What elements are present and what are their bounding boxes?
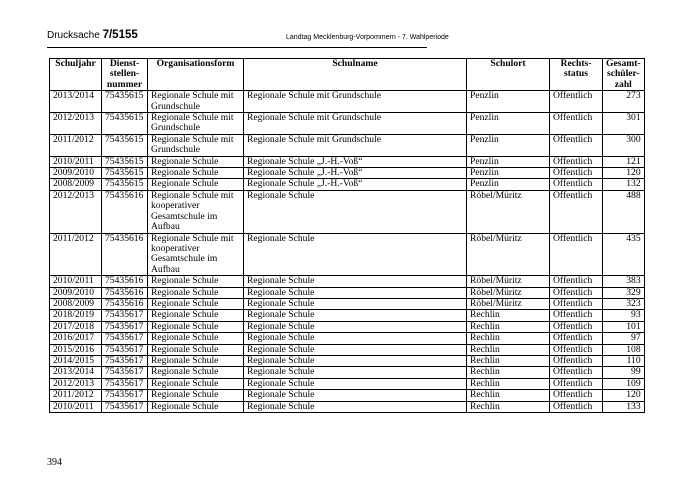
cell-line: Grundschule [151, 100, 201, 112]
cell-gesamtschuelerzahl: 109 [603, 378, 645, 389]
table-row [50, 276, 645, 287]
cell-dienststellennummer: 75435617 [102, 344, 148, 355]
cell-schulort: Röbel/Müritz [467, 276, 550, 287]
cell-organisationsform [148, 378, 244, 389]
cell-schuljahr: 2018/2019 [50, 310, 102, 321]
cell-schuljahr: 2012/2013 [50, 190, 102, 233]
table-body [50, 91, 645, 413]
cell-line: Regionale Schule mit [151, 112, 234, 124]
cell-dienststellennummer: 75435617 [102, 367, 148, 378]
document-number-value: 7/5155 [102, 29, 138, 41]
cell-dienststellennummer: 75435617 [102, 310, 148, 321]
cell-organisationsform [148, 190, 244, 233]
cell-gesamtschuelerzahl: 120 [603, 390, 645, 401]
cell-line: kooperativer [151, 200, 200, 212]
table-row [50, 233, 645, 276]
cell-rechtsstatus: Öffentlich [550, 390, 603, 401]
cell-schuljahr: 2010/2011 [50, 276, 102, 287]
header-line: stellen- [109, 68, 140, 80]
cell-gesamtschuelerzahl: 488 [603, 190, 645, 233]
cell-schulname: Regionale Schule [244, 401, 467, 412]
table-header-row [50, 59, 645, 91]
cell-line: Regionale Schule [151, 343, 219, 355]
cell-schulname: Regionale Schule [244, 310, 467, 321]
cell-rechtsstatus: Öffentlich [550, 310, 603, 321]
cell-line: kooperativer [151, 242, 200, 254]
cell-rechtsstatus: Öffentlich [550, 344, 603, 355]
table-row [50, 401, 645, 412]
cell-schulname: Regionale Schule „J.-H.-Voß“ [244, 156, 467, 167]
cell-schulname: Regionale Schule [244, 378, 467, 389]
cell-schulort: Penzlin [467, 179, 550, 190]
cell-rechtsstatus: Öffentlich [550, 401, 603, 412]
cell-schulort: Rechlin [467, 390, 550, 401]
cell-rechtsstatus: Öffentlich [550, 355, 603, 366]
header-rule [47, 47, 427, 48]
cell-schuljahr: 2017/2018 [50, 321, 102, 332]
cell-gesamtschuelerzahl: 97 [603, 333, 645, 344]
header-line: nummer [106, 78, 143, 90]
cell-rechtsstatus: Öffentlich [550, 190, 603, 233]
cell-gesamtschuelerzahl: 99 [603, 367, 645, 378]
cell-line: Regionale Schule [151, 178, 219, 190]
cell-line: Gesamtschule im [151, 253, 218, 265]
cell-dienststellennummer: 75435616 [102, 190, 148, 233]
cell-line: Regionale Schule [151, 332, 219, 344]
cell-rechtsstatus: Öffentlich [550, 367, 603, 378]
cell-schulort: Penzlin [467, 91, 550, 113]
header-line: schüler- [606, 68, 640, 80]
cell-schulort: Rechlin [467, 321, 550, 332]
cell-gesamtschuelerzahl: 110 [603, 355, 645, 366]
cell-schuljahr: 2012/2013 [50, 378, 102, 389]
cell-dienststellennummer: 75435615 [102, 134, 148, 156]
cell-schulname: Regionale Schule [244, 344, 467, 355]
cell-rechtsstatus: Öffentlich [550, 233, 603, 276]
cell-schuljahr: 2011/2012 [50, 134, 102, 156]
cell-schulname: Regionale Schule [244, 298, 467, 309]
cell-line: Aufbau [151, 221, 180, 233]
cell-gesamtschuelerzahl: 435 [603, 233, 645, 276]
cell-line: Regionale Schule mit [151, 90, 234, 102]
header-line: Organisationsform [156, 58, 235, 69]
cell-schuljahr: 2016/2017 [50, 333, 102, 344]
cell-schulort: Penzlin [467, 113, 550, 135]
cell-schuljahr: 2011/2012 [50, 390, 102, 401]
cell-schulort: Rechlin [467, 355, 550, 366]
header-line: zahl [614, 78, 632, 90]
cell-schulort: Röbel/Müritz [467, 233, 550, 276]
table-row [50, 378, 645, 389]
cell-schuljahr: 2011/2012 [50, 233, 102, 276]
cell-dienststellennummer: 75435617 [102, 333, 148, 344]
cell-organisationsform [148, 287, 244, 298]
cell-schulname: Regionale Schule [244, 355, 467, 366]
cell-schulname: Regionale Schule [244, 321, 467, 332]
cell-dienststellennummer: 75435615 [102, 168, 148, 179]
cell-organisationsform [148, 233, 244, 276]
col-schuljahr-header [50, 59, 102, 91]
cell-line: Regionale Schule [151, 389, 219, 401]
cell-gesamtschuelerzahl: 132 [603, 179, 645, 190]
table-row [50, 156, 645, 167]
cell-dienststellennummer: 75435615 [102, 179, 148, 190]
table-row [50, 190, 645, 233]
cell-line: Regionale Schule [151, 309, 219, 321]
cell-schulname: Regionale Schule mit Grundschule [244, 91, 467, 113]
cell-schuljahr: 2013/2014 [50, 367, 102, 378]
cell-gesamtschuelerzahl: 383 [603, 276, 645, 287]
cell-dienststellennummer: 75435617 [102, 378, 148, 389]
school-table [49, 58, 645, 413]
cell-schulname: Regionale Schule „J.-H.-Voß“ [244, 168, 467, 179]
cell-rechtsstatus: Öffentlich [550, 168, 603, 179]
cell-gesamtschuelerzahl: 301 [603, 113, 645, 135]
header-line: Schulname [332, 58, 378, 69]
cell-gesamtschuelerzahl: 329 [603, 287, 645, 298]
cell-organisationsform [148, 276, 244, 287]
cell-line: Regionale Schule mit [151, 232, 234, 244]
cell-rechtsstatus: Öffentlich [550, 378, 603, 389]
cell-schulname: Regionale Schule [244, 390, 467, 401]
cell-dienststellennummer: 75435616 [102, 287, 148, 298]
header-line: Rechts- [560, 58, 592, 69]
cell-line: Regionale Schule [151, 155, 219, 167]
cell-line: Regionale Schule mit [151, 133, 234, 145]
cell-schulort: Röbel/Müritz [467, 298, 550, 309]
cell-gesamtschuelerzahl: 101 [603, 321, 645, 332]
col-rechtsstatus-header [550, 59, 603, 91]
header-line: Schuljahr [55, 58, 96, 69]
cell-organisationsform [148, 321, 244, 332]
header-line: status [564, 68, 588, 80]
cell-rechtsstatus: Öffentlich [550, 298, 603, 309]
parliament-label: Landtag Mecklenburg-Vorpommern - 7. Wahlperiode [286, 34, 449, 41]
cell-schulname: Regionale Schule [244, 287, 467, 298]
cell-dienststellennummer: 75435616 [102, 233, 148, 276]
table-row [50, 310, 645, 321]
cell-schulort: Rechlin [467, 378, 550, 389]
cell-schulname: Regionale Schule mit Grundschule [244, 113, 467, 135]
cell-schulname: Regionale Schule „J.-H.-Voß“ [244, 179, 467, 190]
table-row [50, 113, 645, 135]
cell-schulname: Regionale Schule [244, 333, 467, 344]
cell-organisationsform [148, 113, 244, 135]
table-row [50, 344, 645, 355]
cell-gesamtschuelerzahl: 93 [603, 310, 645, 321]
cell-rechtsstatus: Öffentlich [550, 113, 603, 135]
cell-schuljahr: 2012/2013 [50, 113, 102, 135]
table-row [50, 367, 645, 378]
cell-schulort: Rechlin [467, 310, 550, 321]
cell-gesamtschuelerzahl: 120 [603, 168, 645, 179]
cell-line: Grundschule [151, 122, 201, 134]
cell-organisationsform [148, 390, 244, 401]
cell-schuljahr: 2009/2010 [50, 287, 102, 298]
col-dienststellennummer-header [102, 59, 148, 91]
col-schulname-header [244, 59, 467, 91]
header-line: Dienst- [109, 58, 140, 69]
cell-schuljahr: 2015/2016 [50, 344, 102, 355]
cell-line: Regionale Schule [151, 377, 219, 389]
cell-organisationsform [148, 179, 244, 190]
cell-line: Aufbau [151, 263, 180, 275]
cell-line: Regionale Schule [151, 167, 219, 179]
table-row [50, 321, 645, 332]
cell-organisationsform [148, 168, 244, 179]
cell-organisationsform [148, 401, 244, 412]
col-gesamtschuelerzahl-header [603, 59, 645, 91]
cell-rechtsstatus: Öffentlich [550, 276, 603, 287]
page-number: 394 [47, 457, 62, 468]
cell-gesamtschuelerzahl: 273 [603, 91, 645, 113]
cell-gesamtschuelerzahl: 300 [603, 134, 645, 156]
cell-line: Regionale Schule [151, 286, 219, 298]
header-line: Gesamt- [606, 58, 641, 69]
document-label: Drucksache [47, 30, 103, 41]
cell-schulort: Röbel/Müritz [467, 287, 550, 298]
cell-schulort: Rechlin [467, 367, 550, 378]
cell-schulort: Röbel/Müritz [467, 190, 550, 233]
cell-schulname: Regionale Schule [244, 276, 467, 287]
cell-dienststellennummer: 75435615 [102, 91, 148, 113]
cell-schuljahr: 2014/2015 [50, 355, 102, 366]
cell-dienststellennummer: 75435617 [102, 321, 148, 332]
cell-schulname: Regionale Schule [244, 233, 467, 276]
cell-line: Regionale Schule [151, 400, 219, 412]
cell-organisationsform [148, 156, 244, 167]
cell-schulort: Penzlin [467, 134, 550, 156]
cell-gesamtschuelerzahl: 133 [603, 401, 645, 412]
table-row [50, 134, 645, 156]
cell-rechtsstatus: Öffentlich [550, 91, 603, 113]
cell-schuljahr: 2008/2009 [50, 179, 102, 190]
cell-line: Regionale Schule [151, 275, 219, 287]
cell-rechtsstatus: Öffentlich [550, 287, 603, 298]
cell-gesamtschuelerzahl: 121 [603, 156, 645, 167]
document-number [47, 29, 138, 41]
table-row [50, 91, 645, 113]
cell-dienststellennummer: 75435615 [102, 113, 148, 135]
cell-schuljahr: 2010/2011 [50, 401, 102, 412]
cell-line: Regionale Schule mit [151, 189, 234, 201]
cell-line: Regionale Schule [151, 366, 219, 378]
cell-schuljahr: 2009/2010 [50, 168, 102, 179]
cell-schulname: Regionale Schule mit Grundschule [244, 134, 467, 156]
cell-rechtsstatus: Öffentlich [550, 179, 603, 190]
cell-schuljahr: 2013/2014 [50, 91, 102, 113]
cell-gesamtschuelerzahl: 323 [603, 298, 645, 309]
cell-dienststellennummer: 75435616 [102, 298, 148, 309]
cell-dienststellennummer: 75435616 [102, 276, 148, 287]
table-row [50, 287, 645, 298]
cell-organisationsform [148, 298, 244, 309]
table-row [50, 333, 645, 344]
cell-gesamtschuelerzahl: 108 [603, 344, 645, 355]
cell-rechtsstatus: Öffentlich [550, 134, 603, 156]
cell-organisationsform [148, 91, 244, 113]
cell-schulname: Regionale Schule [244, 190, 467, 233]
cell-schulort: Penzlin [467, 156, 550, 167]
cell-rechtsstatus: Öffentlich [550, 333, 603, 344]
cell-line: Regionale Schule [151, 354, 219, 366]
cell-rechtsstatus: Öffentlich [550, 156, 603, 167]
col-organisationsform-header [148, 59, 244, 91]
cell-organisationsform [148, 134, 244, 156]
header-line: Schulort [490, 58, 526, 69]
table-row [50, 390, 645, 401]
cell-schuljahr: 2008/2009 [50, 298, 102, 309]
cell-dienststellennummer: 75435617 [102, 390, 148, 401]
cell-organisationsform [148, 367, 244, 378]
cell-schulname: Regionale Schule [244, 367, 467, 378]
cell-line: Regionale Schule [151, 320, 219, 332]
cell-schuljahr: 2010/2011 [50, 156, 102, 167]
cell-organisationsform [148, 310, 244, 321]
cell-schulort: Rechlin [467, 344, 550, 355]
cell-rechtsstatus: Öffentlich [550, 321, 603, 332]
cell-line: Grundschule [151, 144, 201, 156]
cell-dienststellennummer: 75435617 [102, 401, 148, 412]
table-row [50, 179, 645, 190]
cell-schulort: Rechlin [467, 333, 550, 344]
cell-organisationsform [148, 355, 244, 366]
cell-line: Gesamtschule im [151, 210, 218, 222]
cell-schulort: Penzlin [467, 168, 550, 179]
cell-organisationsform [148, 333, 244, 344]
cell-dienststellennummer: 75435615 [102, 156, 148, 167]
cell-organisationsform [148, 344, 244, 355]
col-schulort-header [467, 59, 550, 91]
cell-line: Regionale Schule [151, 297, 219, 309]
cell-schulort: Rechlin [467, 401, 550, 412]
cell-dienststellennummer: 75435617 [102, 355, 148, 366]
